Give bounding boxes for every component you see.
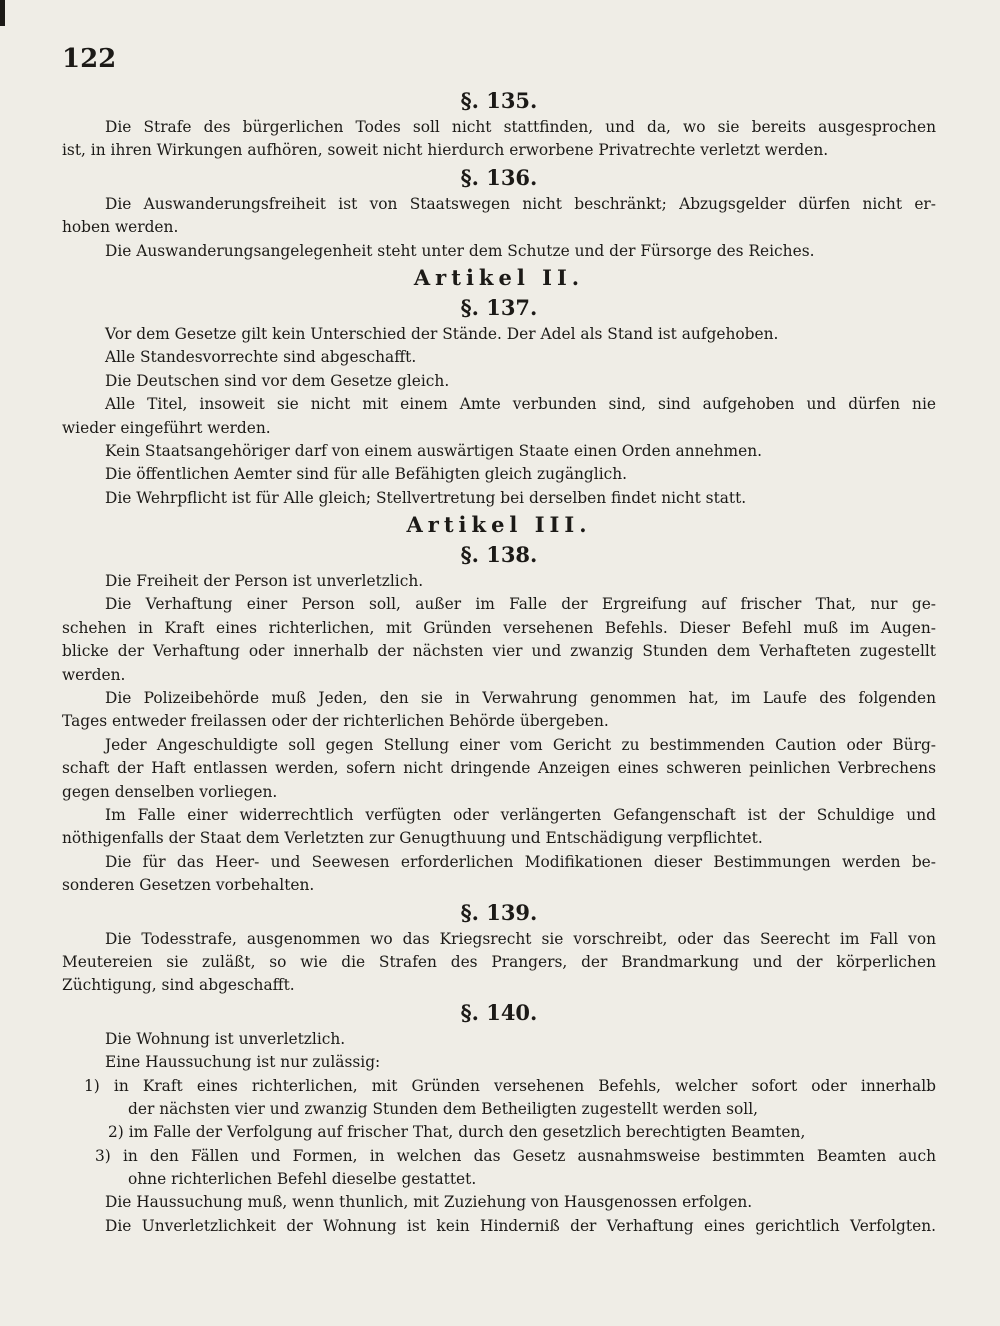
text-line: schehen in Kraft eines richterlichen, mit Gründen versehenen Befehls. Dieser Befehl muß im Augen-: [62, 618, 936, 637]
text-line: nöthigenfalls der Staat dem Verletzten zur Genugthuung und Entschädigung verpflichtet.: [62, 829, 763, 848]
text-line: hoben werden.: [62, 218, 179, 237]
text-line: der nächsten vier und zwanzig Stunden dem Betheiligten zugestellt werden soll,: [128, 1099, 759, 1118]
list-item: 1) in Kraft eines richterlichen, mit Gründen versehenen Befehls, welcher sofort oder innerhalb: [84, 1076, 936, 1095]
text-line: Die Wehrpflicht ist für Alle gleich; Stellvertretung bei derselben findet nicht statt.: [105, 488, 747, 507]
section-136-heading: §. 136.: [460, 164, 538, 190]
text-line: Alle Titel, insoweit sie nicht mit einem Amte verbunden sind, sind aufgehoben und dürfen nie: [105, 395, 936, 414]
text-line: Alle Standesvorrechte sind abgeschafft.: [105, 348, 417, 367]
text-line: Die für das Heer- und Seewesen erforderlichen Modifikationen dieser Bestimmungen werden be-: [105, 852, 936, 871]
text-line: gegen denselben vorliegen.: [62, 782, 278, 801]
text-line: Die Auswanderungsangelegenheit steht unter dem Schutze und der Fürsorge des Reiches.: [105, 241, 815, 260]
text-line: ohne richterlichen Befehl dieselbe gestattet.: [128, 1170, 477, 1189]
text-line: Eine Haussuchung ist nur zulässig:: [105, 1053, 381, 1072]
section-137-heading: §. 137.: [460, 294, 538, 320]
text-line: Die Todesstrafe, ausgenommen wo das Kriegsrecht sie vorschreibt, oder das Seerecht im Fall von: [105, 929, 936, 948]
list-item: 2) im Falle der Verfolgung auf frischer That, durch den gesetzlich berechtigten Beamten,: [108, 1123, 806, 1142]
article-2-heading: Artikel II.: [413, 264, 585, 290]
section-135-heading: §. 135.: [460, 88, 538, 113]
edge-mark: [0, 0, 5, 26]
text-line: werden.: [62, 665, 126, 684]
text-line: Die öffentlichen Aemter sind für alle Befähigten gleich zugänglich.: [105, 465, 628, 484]
section-139-heading: §. 139.: [460, 899, 538, 925]
text-line: Die Strafe des bürgerlichen Todes soll nicht stattfinden, und da, wo sie bereits ausgesprochen: [105, 118, 936, 136]
text-line: Die Unverletzlichkeit der Wohnung ist kein Hinderniß der Verhaftung eines gerichtlich Verfolgten.: [105, 1216, 936, 1235]
text-line: Die Deutschen sind vor dem Gesetze gleich.: [105, 371, 450, 390]
page-number: 122: [62, 44, 117, 74]
text-line: Die Verhaftung einer Person soll, außer im Falle der Ergreifung auf frischer That, nur ge-: [105, 595, 936, 614]
page-body: [62, 86, 936, 1238]
text-line: Züchtigung, sind abgeschafft.: [62, 976, 295, 995]
text-line: Vor dem Gesetze gilt kein Unterschied der Stände. Der Adel als Stand ist aufgehoben.: [105, 324, 779, 343]
text-line: Im Falle einer widerrechtlich verfügten oder verlängerten Gefangenschaft ist der Schuldige und: [105, 805, 936, 824]
text-line: blicke der Verhaftung oder innerhalb der nächsten vier und zwanzig Stunden dem Verhafteten zugestellt: [62, 642, 936, 661]
text-line: ist, in ihren Wirkungen aufhören, soweit nicht hierdurch erworbene Privatrechte verletzt werden.: [62, 141, 829, 160]
list-item: 3) in den Fällen und Formen, in welchen das Gesetz ausnahmsweise bestimmten Beamten auch: [95, 1146, 936, 1165]
text-line: Jeder Angeschuldigte soll gegen Stellung einer vom Gericht zu bestimmenden Caution oder Bürg-: [105, 735, 936, 754]
text-line: Die Auswanderungsfreiheit ist von Staatswegen nicht beschränkt; Abzugsgelder dürfen nicht er-: [105, 194, 936, 213]
text-line: Kein Staatsangehöriger darf von einem auswärtigen Staate einen Orden annehmen.: [105, 441, 763, 460]
text-line: Die Polizeibehörde muß Jeden, den sie in Verwahrung genommen hat, im Laufe des folgenden: [105, 689, 936, 708]
text-line: Die Haussuchung muß, wenn thunlich, mit Zuziehung von Hausgenossen erfolgen.: [105, 1193, 753, 1212]
text-line: Meutereien sie zuläßt, so wie die Strafen des Prangers, der Brandmarkung und der körperlichen: [62, 952, 936, 971]
text-line: wieder eingeführt werden.: [62, 418, 271, 437]
section-138-heading: §. 138.: [460, 542, 538, 568]
text-line: Die Freiheit der Person ist unverletzlich.: [105, 572, 424, 591]
text-line: Die Wohnung ist unverletzlich.: [105, 1029, 346, 1048]
text-line: Tages entweder freilassen oder der richterlichen Behörde übergeben.: [62, 712, 609, 731]
section-140-heading: §. 140.: [460, 999, 538, 1025]
text-line: schaft der Haft entlassen werden, sofern nicht dringende Anzeigen eines schweren peinlichen Verbrechens: [62, 759, 936, 778]
text-line: sonderen Gesetzen vorbehalten.: [62, 876, 315, 895]
article-3-heading: Artikel III.: [406, 512, 592, 538]
